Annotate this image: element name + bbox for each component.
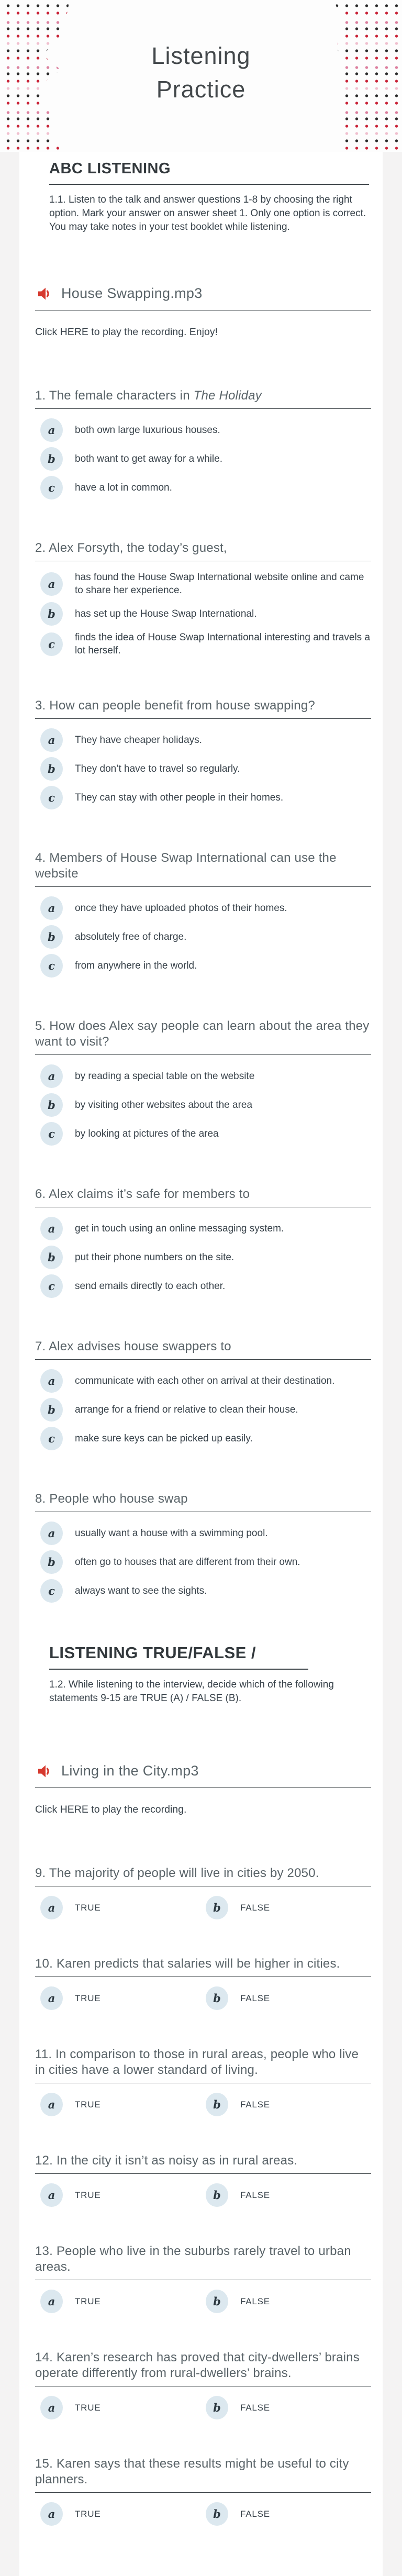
option-letter-badge[interactable]: a: [40, 1369, 63, 1393]
option-a[interactable]: [35, 1986, 200, 2010]
option-letter-badge[interactable]: b: [206, 1986, 228, 2010]
play-note-pre: Click: [35, 326, 60, 338]
option-a[interactable]: [35, 1522, 371, 1545]
option-label: FALSE: [240, 2190, 270, 2200]
option-letter-badge[interactable]: b: [40, 447, 63, 471]
question-block: [35, 2047, 371, 2116]
option-b[interactable]: [35, 757, 371, 781]
question-list-abc: [19, 388, 383, 1603]
options-list: [35, 1064, 371, 1146]
option-a[interactable]: [35, 2093, 200, 2116]
option-label: have a lot in common.: [75, 482, 172, 493]
option-b[interactable]: [200, 1896, 270, 1919]
instructions-1-2: 1.2. While listening to the interview, decide which of the following statements 9-15 are TRUE (A) / FALSE (B).: [49, 1679, 334, 1704]
page-header: [0, 0, 402, 152]
option-b[interactable]: [200, 2183, 270, 2207]
audio-row: [35, 285, 371, 302]
option-letter-badge[interactable]: b: [206, 2290, 228, 2313]
option-a[interactable]: [35, 1369, 371, 1393]
page-title-line2: Practice: [156, 76, 246, 103]
question-text: [35, 2047, 371, 2078]
question-text: [35, 850, 371, 882]
option-label: They don’t have to travel so regularly.: [75, 763, 240, 774]
option-label: arrange for a friend or relative to clean their house.: [75, 1404, 298, 1415]
option-a[interactable]: [35, 2502, 200, 2526]
option-c[interactable]: [35, 1427, 371, 1450]
options-list: [35, 2502, 371, 2526]
option-letter-badge[interactable]: b: [40, 1246, 63, 1269]
options-list: [35, 896, 371, 978]
play-note-post: to play the recording.: [88, 1804, 187, 1815]
question-text-part: 9. The majority of people will live in cities by 2050.: [35, 1866, 319, 1880]
play-note-post: to play the recording. Enjoy!: [88, 326, 218, 338]
option-label: They can stay with other people in their homes.: [75, 792, 284, 803]
question-text-italic: The Holiday: [193, 388, 262, 403]
question-divider: [35, 718, 371, 719]
option-label: They have cheaper holidays.: [75, 735, 202, 746]
play-note: [35, 326, 371, 338]
option-letter-badge[interactable]: a: [40, 2183, 63, 2207]
question-text: [35, 1186, 371, 1202]
question-text-part: 14. Karen’s research has proved that city-dwellers’ brains operate differently from rural-dwellers’ brains.: [35, 2350, 360, 2380]
option-a[interactable]: [35, 571, 371, 597]
audio-row: [35, 1763, 371, 1779]
content-card: [19, 152, 383, 2576]
audio-filename: House Swapping.mp3: [61, 285, 203, 301]
question-text-part: 13. People who live in the suburbs rarely travel to urban areas.: [35, 2244, 351, 2274]
option-letter-badge[interactable]: c: [40, 476, 63, 499]
question-divider: [35, 886, 371, 887]
option-label: TRUE: [75, 1993, 101, 2003]
option-letter-badge[interactable]: b: [206, 2183, 228, 2207]
question-text: [35, 698, 371, 714]
option-letter-badge[interactable]: c: [40, 1427, 63, 1450]
option-b[interactable]: [35, 925, 371, 949]
question-text-part: 8. People who house swap: [35, 1492, 188, 1506]
option-b[interactable]: [200, 2502, 270, 2526]
option-c[interactable]: [35, 476, 371, 499]
option-label: both want to get away for a while.: [75, 453, 222, 464]
option-letter-badge[interactable]: b: [206, 2396, 228, 2419]
speaker-icon[interactable]: [37, 1763, 53, 1779]
option-letter-badge[interactable]: a: [40, 2502, 63, 2526]
option-letter-badge[interactable]: b: [40, 925, 63, 949]
option-label: TRUE: [75, 2403, 101, 2413]
option-letter-badge[interactable]: a: [40, 1522, 63, 1545]
section-divider: [49, 184, 369, 185]
option-label: has set up the House Swap International.: [75, 608, 257, 619]
option-letter-badge[interactable]: a: [40, 2396, 63, 2419]
question-block: [35, 2456, 371, 2526]
option-letter-badge[interactable]: a: [40, 1986, 63, 2010]
option-letter-badge[interactable]: a: [40, 2093, 63, 2116]
question-divider: [35, 2492, 371, 2493]
option-letter-badge[interactable]: a: [40, 418, 63, 442]
option-letter-badge[interactable]: b: [40, 757, 63, 781]
options-list: [35, 2093, 371, 2116]
question-block: [35, 850, 371, 978]
option-label: make sure keys can be picked up easily.: [75, 1433, 253, 1444]
option-c[interactable]: [35, 954, 371, 978]
option-b[interactable]: [35, 1398, 371, 1422]
option-b[interactable]: [200, 2290, 270, 2313]
option-c[interactable]: [35, 1122, 371, 1146]
question-block: [35, 1956, 371, 2010]
question-block: [35, 1018, 371, 1146]
option-c[interactable]: [35, 1579, 371, 1603]
question-text: [35, 2456, 371, 2488]
option-letter-badge[interactable]: a: [40, 728, 63, 752]
option-label: both own large luxurious houses.: [75, 425, 220, 436]
page-title-line1: Listening: [151, 42, 251, 69]
options-list: [35, 1986, 371, 2010]
option-label: communicate with each other on arrival at their destination.: [75, 1375, 335, 1386]
option-letter-badge[interactable]: a: [40, 1896, 63, 1919]
option-letter-badge[interactable]: b: [40, 1398, 63, 1422]
option-letter-badge[interactable]: b: [40, 1550, 63, 1574]
option-label: finds the idea of House Swap International interesting and travels a lot herself.: [75, 632, 371, 656]
question-text-part: 1. The female characters in: [35, 388, 194, 403]
play-note-pre: Click: [35, 1804, 60, 1815]
option-label: once they have uploaded photos of their homes.: [75, 903, 287, 914]
options-list: [35, 2396, 371, 2419]
option-a[interactable]: [35, 1064, 371, 1088]
options-list: [35, 2183, 371, 2207]
option-label: FALSE: [240, 2509, 270, 2519]
play-here-link[interactable]: HERE: [60, 1804, 88, 1815]
question-text: [35, 2244, 371, 2275]
option-label: usually want a house with a swimming pool.: [75, 1528, 268, 1539]
question-text-part: 6. Alex claims it’s safe for members to: [35, 1187, 250, 1201]
option-b[interactable]: [35, 447, 371, 471]
question-divider: [35, 408, 371, 409]
question-divider: [35, 1054, 371, 1055]
option-letter-badge[interactable]: a: [40, 572, 63, 596]
option-label: FALSE: [240, 1903, 270, 1913]
option-b[interactable]: [200, 2396, 270, 2419]
option-b[interactable]: [35, 602, 371, 626]
option-label: TRUE: [75, 2100, 101, 2109]
option-label: TRUE: [75, 2190, 101, 2200]
instructions-1-1: 1.1. Listen to the talk and answer questions 1-8 by choosing the right option. Mark your answer on answer sheet 1. Only one option is correct. You may take notes in your test booklet while listening.: [49, 194, 366, 232]
question-text-part: 5. How does Alex say people can learn about the area they want to visit?: [35, 1019, 370, 1049]
audio-divider: [35, 1787, 371, 1788]
options-list: [35, 728, 371, 809]
option-c[interactable]: [35, 1274, 371, 1298]
option-letter-badge[interactable]: a: [40, 1217, 63, 1240]
option-letter-badge[interactable]: c: [40, 954, 63, 978]
options-list: [35, 1522, 371, 1603]
option-letter-badge[interactable]: c: [40, 1122, 63, 1146]
option-a[interactable]: [35, 418, 371, 442]
question-block: [35, 2350, 371, 2419]
option-a[interactable]: [35, 1896, 200, 1919]
audio-block-house-swapping: [35, 285, 371, 338]
question-text: [35, 388, 371, 404]
question-text-part: 15. Karen says that these results might be useful to city planners.: [35, 2457, 349, 2486]
question-text: [35, 1491, 371, 1507]
option-label: by reading a special table on the website: [75, 1071, 255, 1082]
option-c[interactable]: [35, 631, 371, 657]
option-label: FALSE: [240, 2403, 270, 2413]
option-a[interactable]: [35, 2183, 200, 2207]
option-letter-badge[interactable]: c: [40, 1274, 63, 1298]
question-list-tf: [19, 1866, 383, 2526]
options-list: [35, 1896, 371, 1919]
section-true-false: [49, 1644, 369, 1705]
option-label: send emails directly to each other.: [75, 1281, 226, 1292]
question-block: [35, 698, 371, 809]
options-list: [35, 418, 371, 499]
option-letter-badge[interactable]: a: [40, 2290, 63, 2313]
question-block: [35, 1491, 371, 1603]
option-b[interactable]: [35, 1246, 371, 1269]
option-label: FALSE: [240, 2100, 270, 2109]
option-letter-badge[interactable]: c: [40, 786, 63, 809]
option-label: always want to see the sights.: [75, 1585, 207, 1596]
question-text-part: 3. How can people benefit from house swapping?: [35, 698, 315, 713]
option-b[interactable]: [200, 2093, 270, 2116]
option-label: has found the House Swap International website online and came to share her experience.: [75, 572, 364, 596]
question-block: [35, 540, 371, 657]
option-label: FALSE: [240, 1993, 270, 2003]
option-a[interactable]: [35, 896, 371, 920]
option-letter-badge[interactable]: b: [206, 1896, 228, 1919]
question-block: [35, 1866, 371, 1919]
question-divider: [35, 2173, 371, 2174]
question-text: [35, 2350, 371, 2381]
option-b[interactable]: [35, 1093, 371, 1117]
options-list: [35, 571, 371, 657]
option-b[interactable]: [200, 1986, 270, 2010]
question-block: [35, 1186, 371, 1298]
option-label: TRUE: [75, 1903, 101, 1913]
option-letter-badge[interactable]: a: [40, 896, 63, 920]
option-c[interactable]: [35, 786, 371, 809]
option-label: FALSE: [240, 2296, 270, 2306]
play-here-link[interactable]: HERE: [60, 326, 88, 338]
option-letter-badge[interactable]: b: [206, 2093, 228, 2116]
option-label: absolutely free of charge.: [75, 931, 187, 942]
question-divider: [35, 1359, 371, 1360]
section-divider: [49, 1669, 308, 1670]
question-block: [35, 1339, 371, 1450]
options-list: [35, 1369, 371, 1450]
options-list: [35, 2290, 371, 2313]
question-text: [35, 1018, 371, 1050]
play-note: [35, 1804, 371, 1816]
question-text: [35, 1866, 371, 1881]
option-label: from anywhere in the world.: [75, 960, 197, 971]
question-text-part: 11. In comparison to those in rural areas, people who live in cities have a lower standard of living.: [35, 2047, 359, 2077]
question-text-part: 10. Karen predicts that salaries will be higher in cities.: [35, 1957, 340, 1971]
question-text: [35, 1339, 371, 1354]
option-letter-badge[interactable]: b: [40, 602, 63, 626]
question-text: [35, 1956, 371, 1972]
option-label: put their phone numbers on the site.: [75, 1252, 234, 1263]
section-abc-listening: [49, 160, 369, 234]
option-label: get in touch using an online messaging system.: [75, 1223, 284, 1234]
section-heading-tf: LISTENING TRUE/FALSE /: [49, 1644, 256, 1662]
question-text-part: 12. In the city it isn’t as noisy as in rural areas.: [35, 2153, 298, 2168]
option-letter-badge[interactable]: b: [206, 2502, 228, 2526]
option-letter-badge[interactable]: c: [40, 1579, 63, 1603]
audio-filename: Living in the City.mp3: [61, 1763, 199, 1779]
page-body: [0, 152, 402, 2576]
question-text: [35, 2153, 371, 2169]
option-label: by looking at pictures of the area: [75, 1128, 219, 1139]
option-label: by visiting other websites about the area: [75, 1100, 253, 1111]
question-text-part: 2. Alex Forsyth, the today’s guest,: [35, 541, 227, 555]
option-letter-badge[interactable]: b: [40, 1093, 63, 1117]
option-a[interactable]: [35, 2396, 200, 2419]
question-text-part: 7. Alex advises house swappers to: [35, 1339, 231, 1353]
section-heading-abc: ABC LISTENING: [49, 160, 171, 177]
question-block: [35, 388, 371, 499]
option-a[interactable]: [35, 1217, 371, 1240]
question-text-part: 4. Members of House Swap International can use the website: [35, 851, 337, 881]
option-a[interactable]: [35, 728, 371, 752]
option-label: often go to houses that are different from their own.: [75, 1557, 300, 1568]
speaker-icon[interactable]: [37, 286, 53, 302]
options-list: [35, 1217, 371, 1298]
option-letter-badge[interactable]: c: [40, 632, 63, 656]
audio-block-living-city: [35, 1763, 371, 1816]
option-a[interactable]: [35, 2290, 200, 2313]
option-b[interactable]: [35, 1550, 371, 1574]
option-letter-badge[interactable]: a: [40, 1064, 63, 1088]
option-label: TRUE: [75, 2296, 101, 2306]
question-block: [35, 2153, 371, 2207]
question-block: [35, 2244, 371, 2313]
question-text: [35, 540, 371, 556]
option-label: TRUE: [75, 2509, 101, 2519]
